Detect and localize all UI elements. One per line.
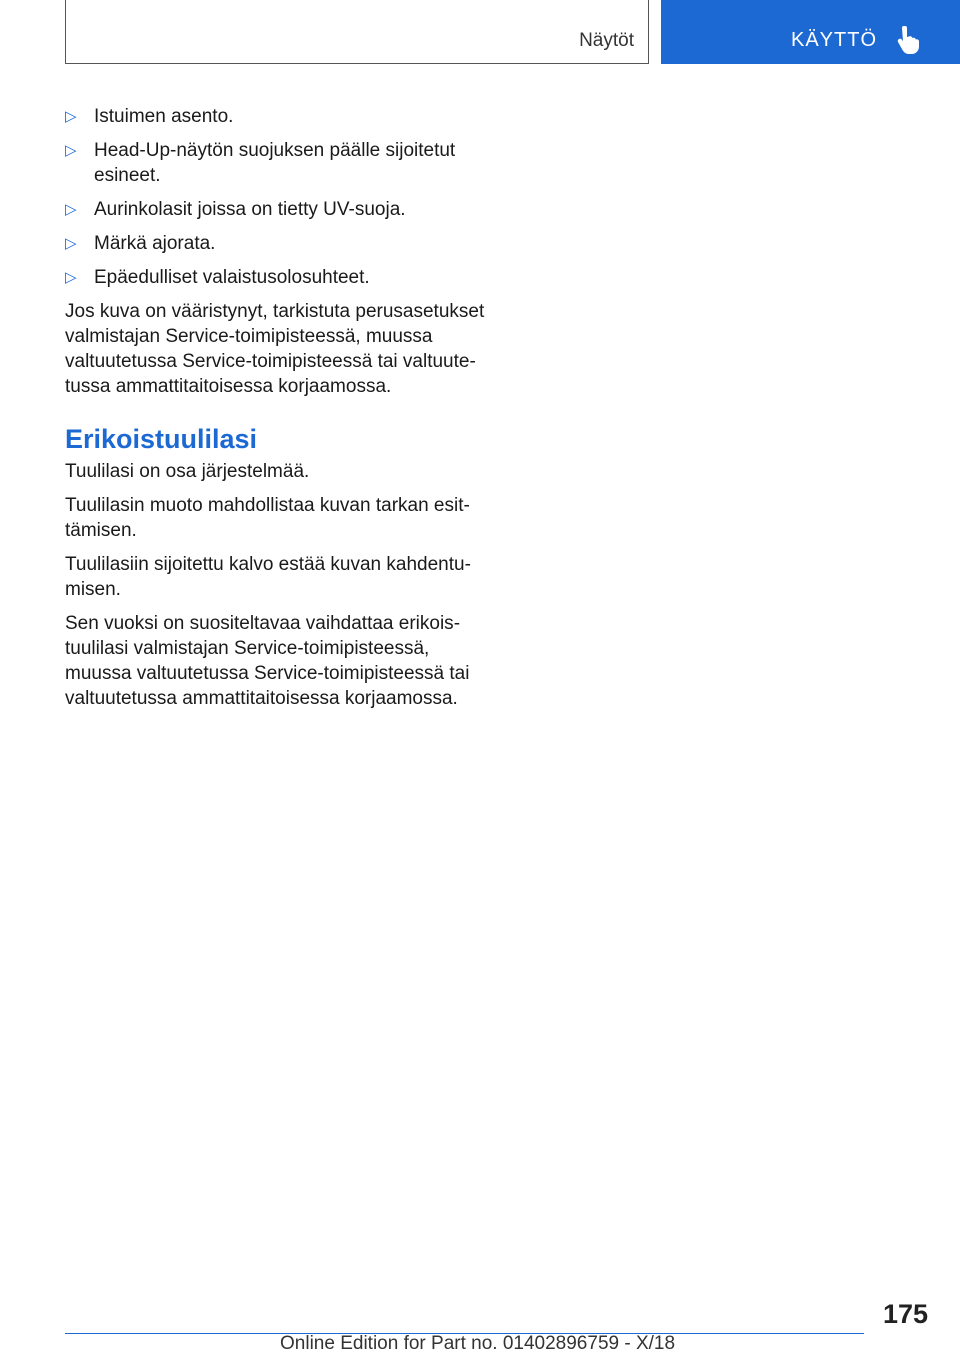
page-number: 175 — [882, 1299, 928, 1329]
section-label: Näytöt — [579, 30, 634, 51]
list-item — [65, 138, 485, 188]
section-paragraph: Tuulilasi on osa järjestelmää. — [65, 461, 310, 482]
list-item — [65, 197, 485, 222]
list-item-text: Istuimen asento. — [94, 106, 234, 127]
section-paragraph: Tuulilasiin sijoitettu kalvo estää kuvan kahdentumisen. — [65, 554, 471, 600]
footer-edition-text: Online Edition for Part no. 01402896759 - X/18 — [280, 1333, 676, 1354]
bullet-triangle-icon: ▷ — [65, 142, 77, 159]
hand-pointer-icon — [895, 26, 921, 54]
bullet-triangle-icon: ▷ — [65, 269, 77, 286]
chapter-label: KÄYTTÖ — [791, 29, 878, 51]
list-item — [65, 104, 485, 129]
list-item-text: Aurinkolasit joissa on tietty UV-suoja. — [94, 199, 406, 220]
list-item — [65, 265, 485, 290]
section-title: Erikoistuulilasi — [65, 424, 258, 454]
chapter-tab[interactable] — [661, 0, 960, 64]
list-item-text: Epäedulliset valaistusolosuhteet. — [94, 267, 370, 288]
section-paragraph: Sen vuoksi on suositeltavaa vaihdattaa erikoistuulilasi valmistajan Service-toimipisteessä, muussa valtuutetussa Service-toimipisteessä tai valtuutetussa ammattitaitoisessa korjaamossa. — [65, 613, 470, 709]
bullet-triangle-icon: ▷ — [65, 108, 77, 125]
list-item-text: Märkä ajorata. — [94, 233, 216, 254]
intro-paragraph: Jos kuva on vääristynyt, tarkistuta perusasetukset valmistajan Service-toimipisteessä, muussa valtuutetussa Service-toimipisteessä tai valtuutetussa ammattitaitoisessa korjaamossa. — [65, 301, 485, 397]
bullet-triangle-icon: ▷ — [65, 235, 77, 252]
list-item — [65, 231, 485, 256]
header-section-box — [65, 0, 649, 64]
bullet-triangle-icon: ▷ — [65, 201, 77, 218]
main-content — [65, 104, 485, 720]
section-paragraph: Tuulilasin muoto mahdollistaa kuvan tarkan esittämisen. — [65, 495, 470, 541]
bullet-list — [65, 104, 485, 290]
list-item-text: Head-Up-näytön suojuksen päälle sijoitetut esineet. — [94, 140, 456, 186]
